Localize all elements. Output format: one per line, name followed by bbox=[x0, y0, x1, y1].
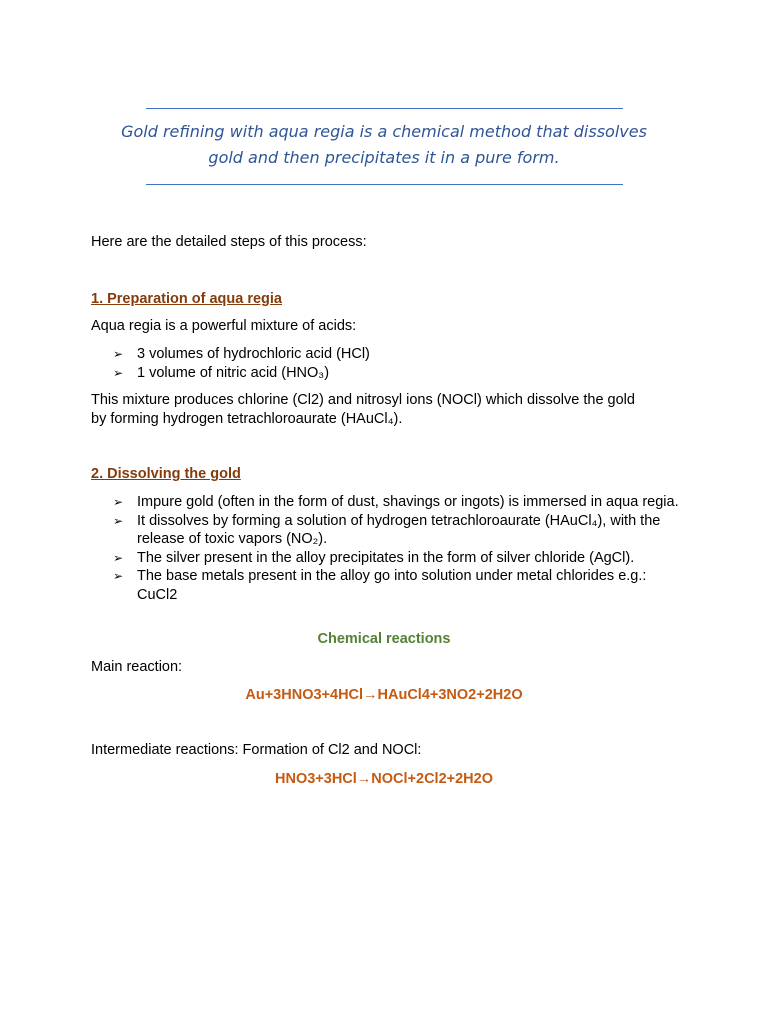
arrowhead-bullet-icon: ➢ bbox=[113, 495, 124, 509]
main-reaction-equation: Au+3HNO3+4HCl→HAuCl4+3NO2+2H2O bbox=[245, 687, 523, 703]
arrowhead-bullet-icon: ➢ bbox=[113, 513, 124, 528]
section2-bullet-list bbox=[113, 493, 689, 604]
list-item bbox=[113, 364, 689, 383]
list-item bbox=[113, 345, 689, 364]
list-item-text: 1 volume of nitric acid (HNO₃) bbox=[137, 364, 330, 381]
arrowhead-bullet-icon: ➢ bbox=[113, 550, 124, 565]
section1-paragraph-line2: by forming hydrogen tetrachloroaurate (HAuCl₄). bbox=[91, 411, 403, 427]
lead-in-text: Here are the detailed steps of this process: bbox=[91, 234, 367, 250]
section2-heading: 2. Dissolving the gold bbox=[91, 466, 241, 482]
list-item-text: Impure gold (often in the form of dust, shavings or ingots) is immersed in aqua regia. bbox=[137, 494, 679, 510]
section1-heading: 1. Preparation of aqua regia bbox=[91, 291, 282, 307]
intermediate-reaction-equation: HNO3+3HCl→NOCl+2Cl2+2H2O bbox=[275, 771, 493, 787]
intermediate-reaction-label: Intermediate reactions: Formation of Cl2 and NOCl: bbox=[91, 742, 422, 758]
list-item bbox=[113, 549, 689, 568]
intro-quote: Gold refining with aqua regia is a chemical method that dissolves gold and then precipitates it in a pure form. bbox=[121, 122, 647, 167]
section1-intro: Aqua regia is a powerful mixture of acids: bbox=[91, 318, 357, 334]
arrowhead-bullet-icon: ➢ bbox=[113, 569, 124, 583]
list-item bbox=[113, 512, 689, 549]
quote-rule-bottom bbox=[146, 184, 623, 185]
main-reaction-label: Main reaction: bbox=[91, 659, 183, 675]
list-item-text: The silver present in the alloy precipitates in the form of silver chloride (AgCl). bbox=[137, 549, 635, 566]
reactions-title: Chemical reactions bbox=[317, 631, 451, 647]
list-item-text: It dissolves by forming a solution of hydrogen tetrachloroaurate (HAuCl₄), with the release of toxic vapors (NO₂). bbox=[137, 512, 661, 547]
arrowhead-bullet-icon: ➢ bbox=[113, 347, 124, 361]
quote-rule-top bbox=[146, 108, 623, 109]
list-item bbox=[113, 493, 689, 512]
list-item-text: 3 volumes of hydrochloric acid (HCl) bbox=[137, 346, 370, 362]
arrowhead-bullet-icon: ➢ bbox=[113, 365, 124, 380]
list-item-text: The base metals present in the alloy go into solution under metal chlorides e.g.: CuCl2 bbox=[137, 568, 647, 603]
section1-paragraph-line1: This mixture produces chlorine (Cl2) and nitrosyl ions (NOCl) which dissolve the gold bbox=[91, 392, 635, 408]
list-item bbox=[113, 567, 689, 604]
section1-bullet-list bbox=[113, 345, 689, 382]
